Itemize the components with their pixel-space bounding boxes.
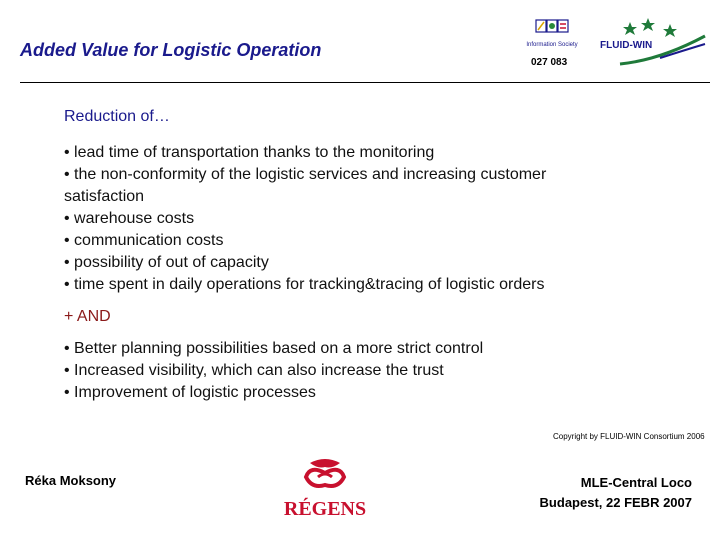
reduction-item: • communication costs (64, 232, 224, 249)
information-society-logo (524, 18, 580, 62)
reduction-item: • lead time of transportation thanks to the monitoring (64, 144, 435, 161)
copyright-notice: Copyright by FLUID-WIN Consortium 2006 (553, 432, 705, 441)
and-item: • Better planning possibilities based on a more strict control (64, 340, 484, 357)
and-item: • Improvement of logistic processes (64, 384, 316, 401)
fluid-win-logo (590, 14, 710, 70)
reduction-item: satisfaction (64, 188, 145, 205)
venue-line-1: MLE-Central Loco (580, 475, 692, 490)
slide-body (64, 106, 664, 404)
and-item: • Increased visibility, which can also increase the trust (64, 362, 444, 379)
header-divider (20, 82, 710, 83)
venue-block (540, 473, 692, 513)
and-heading: + AND (64, 308, 111, 325)
project-code: 027 083 (531, 57, 568, 68)
fluid-win-logo-text: FLUID-WIN (600, 40, 653, 51)
slide-title: Added Value for Logistic Operation (20, 40, 322, 60)
reduction-item: • possibility of out of capacity (64, 254, 269, 271)
author-name: Réka Moksony (25, 473, 117, 488)
regens-logo-text: RÉGENS (283, 498, 367, 520)
regens-logo (270, 455, 380, 525)
venue-line-2: Budapest, 22 FEBR 2007 (539, 495, 692, 510)
reduction-item: • warehouse costs (64, 210, 195, 227)
reduction-heading: Reduction of… (64, 108, 170, 125)
reduction-item: • time spent in daily operations for tracking&tracing of logistic orders (64, 276, 545, 293)
reduction-item: • the non-conformity of the logistic services and increasing customer (64, 166, 547, 183)
information-society-logo-text: Information Society (526, 42, 578, 48)
